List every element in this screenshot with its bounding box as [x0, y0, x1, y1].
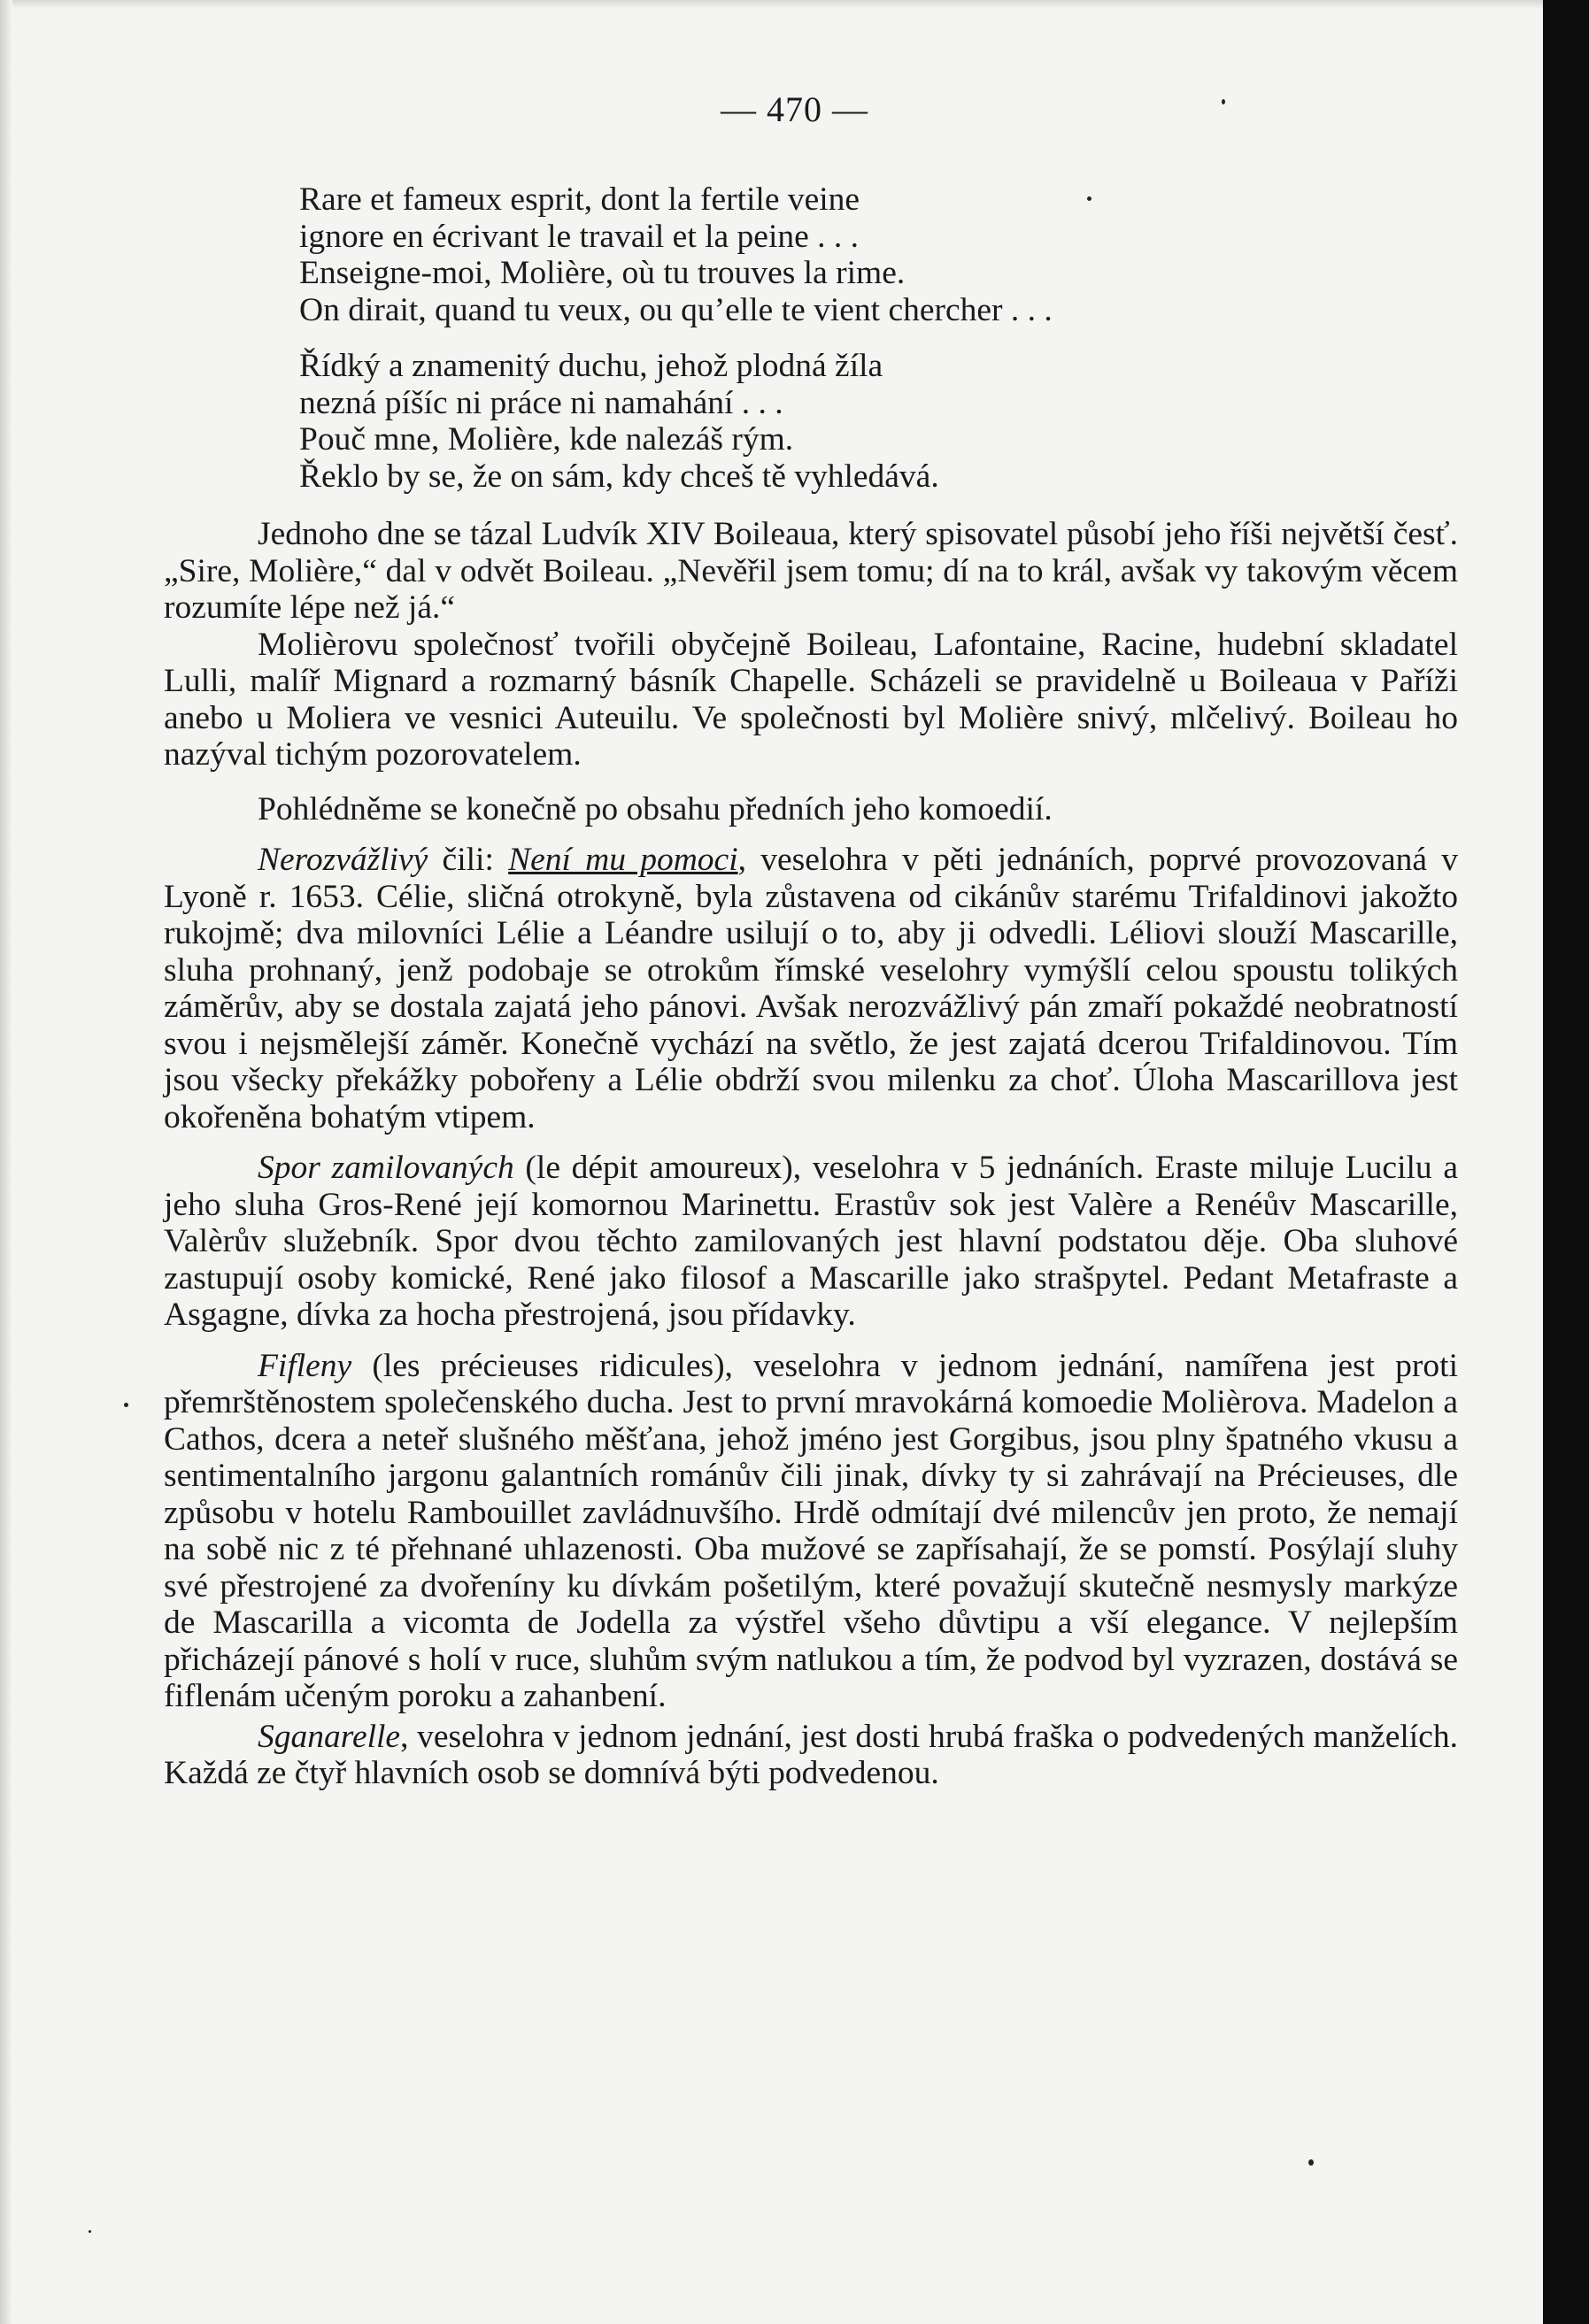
play-title: Fifleny — [258, 1347, 352, 1384]
verse-line: nezná píšíc ni práce ni namahání . . . — [299, 384, 783, 421]
verse-line: Řídký a znamenitý duchu, jehož plodná žíla — [299, 348, 883, 384]
play-title: Nerozvážlivý — [258, 842, 428, 878]
ink-speck — [1087, 196, 1091, 201]
page-right-edge — [1543, 0, 1589, 2324]
play-title: Sganarelle — [258, 1718, 401, 1755]
paragraph-boileau: Jednoho dne se tázal Ludvík XIV Boileaua, který spisovatel působí jeho říši největší česť. „Sire, Molière,“ dal v odvět Boileau. „Nevěřil jsem tomu; dí na to král, avšak vy takovým věcem rozumíte lépe než já.“ — [164, 516, 1458, 626]
ink-speck — [1222, 99, 1225, 104]
verse-french — [164, 181, 1458, 328]
ink-speck — [1308, 2159, 1314, 2166]
verse-line: Enseigne-moi, Molière, où tu trouves la rime. — [299, 255, 906, 291]
paragraph-fifleny — [164, 1348, 1458, 1715]
text-span: čili: — [428, 842, 509, 878]
ink-speck — [124, 1403, 128, 1407]
text-span: (le dépit amoureux), veselohra v 5 jednáních. Eraste miluje Lucilu a jeho sluha Gros-René její komornou Marinettu. Erastův sok jest Valère a Renéův Mascarille, Valèrův služebník. Spor dvou těchto zamilovaných jest hlavní podstatou děje. Oba sluhové zastupují osoby komické, René jako filosof a Mascarille jako strašpytel. Pedant Metafraste a Asgagne, dívka za hocha přestrojená, jsou přídavky. — [164, 1150, 1458, 1333]
paragraph-spor — [164, 1150, 1458, 1334]
verse-line: ignore en écrivant le travail et la peine . . . — [299, 218, 860, 255]
verse-czech — [164, 348, 1458, 495]
play-subtitle: Není mu pomoci — [508, 842, 738, 878]
page-number: — 470 — — [721, 89, 868, 129]
verse-line: Rare et fameux esprit, dont la fertile veine — [299, 181, 860, 218]
paragraph-sganarelle — [164, 1719, 1458, 1792]
text-span: , veselohra v jednom jednání, jest dosti hrubá fraška o podvedených manželích. Každá ze čtyř hlavních osob se domnívá býti podvedenou. — [164, 1718, 1458, 1791]
verse-line: On dirait, quand tu veux, ou qu’elle te vient chercher . . . — [299, 291, 1053, 328]
ink-speck — [89, 2230, 91, 2233]
paragraph-nerozvazlivy — [164, 842, 1458, 1135]
page-top-edge — [0, 0, 1589, 9]
play-title: Spor zamilovaných — [258, 1150, 514, 1186]
verse-line: Řeklo by se, že on sám, kdy chceš tě vyhledává. — [299, 458, 939, 495]
text-span: (les précieuses ridicules), veselohra v jednom jednání, namířena jest proti přemrštěnostem společenského ducha. Jest to první mravokárná komoedie Molièrova. Madelon a Cathos, dcera a neteř slušného měšťana, jehož jméno jest Gorgibus, jsou plny špatného vkusu a sentimentalního jargonu galantních románův čili jinak, dívky ty si zahrávají na Précieuses, dle způsobu v hotelu Rambouillet zavládnuvšího. Hrdě odmítají dvé milencův jen proto, že nemají na sobě nic z té přehnané uhlazenosti. Oba mužové se zapřísahají, že se pomstí. Posýlají sluhy své přestrojené za dvořeníny ku dívkám pošetilým, které považují skutečně nesmysly markýze de Mascarilla a vicomta de Jodella za výstřel všeho důvtipu a vší elegance. V nejlepším přicházejí pánové s holí v ruce, sluhům svým natlukou a tím, že podvod byl vyzrazen, dostává se fiflenám učeným poroku a zahanbení. — [164, 1347, 1458, 1714]
paragraph-society: Molièrovu společnosť tvořili obyčejně Boileau, Lafontaine, Racine, hudební skladatel Lulli, malíř Mignard a rozmarný básník Chapelle. Scházeli se pravidelně u Boileaua v Paříži anebo u Moliera ve vesnici Auteuilu. Ve společnosti byl Molière snivý, mlčelivý. Boileau ho nazýval tichým pozorovatelem. — [164, 626, 1458, 773]
page-body — [164, 181, 1458, 1792]
text-span: , veselohra v pěti jednáních, poprvé provozovaná v Lyoně r. 1653. Célie, sličná otrokyně, byla zůstavena od cikánův starému Trifaldinovi jakožto rukojmě; dva milovníci Lélie a Léandre usilují o to, aby ji odvedli. Léliovi slouží Mascarille, sluha prohnaný, jenž podobaje se otrokům římské veselohry vymýšlí celou spoustu tolikých záměrův, aby se dostala zajatá jeho pánovi. Avšak nerozvážlivý pán zmaří pokaždé neobratností svou i nejsmělejší záměr. Konečně vychází na světlo, že jest zajatá dcerou Trifaldinovou. Tím jsou všecky překážky pobořeny a Lélie obdrží svou milenku za choť. Úloha Mascarillova jest okořeněna bohatým vtipem. — [164, 842, 1458, 1135]
verse-line: Pouč mne, Molière, kde nalezáš rým. — [299, 421, 794, 458]
paragraph-overview: Pohlédněme se konečně po obsahu předních jeho komoedií. — [258, 790, 1053, 827]
page-left-shadow — [0, 0, 12, 2324]
